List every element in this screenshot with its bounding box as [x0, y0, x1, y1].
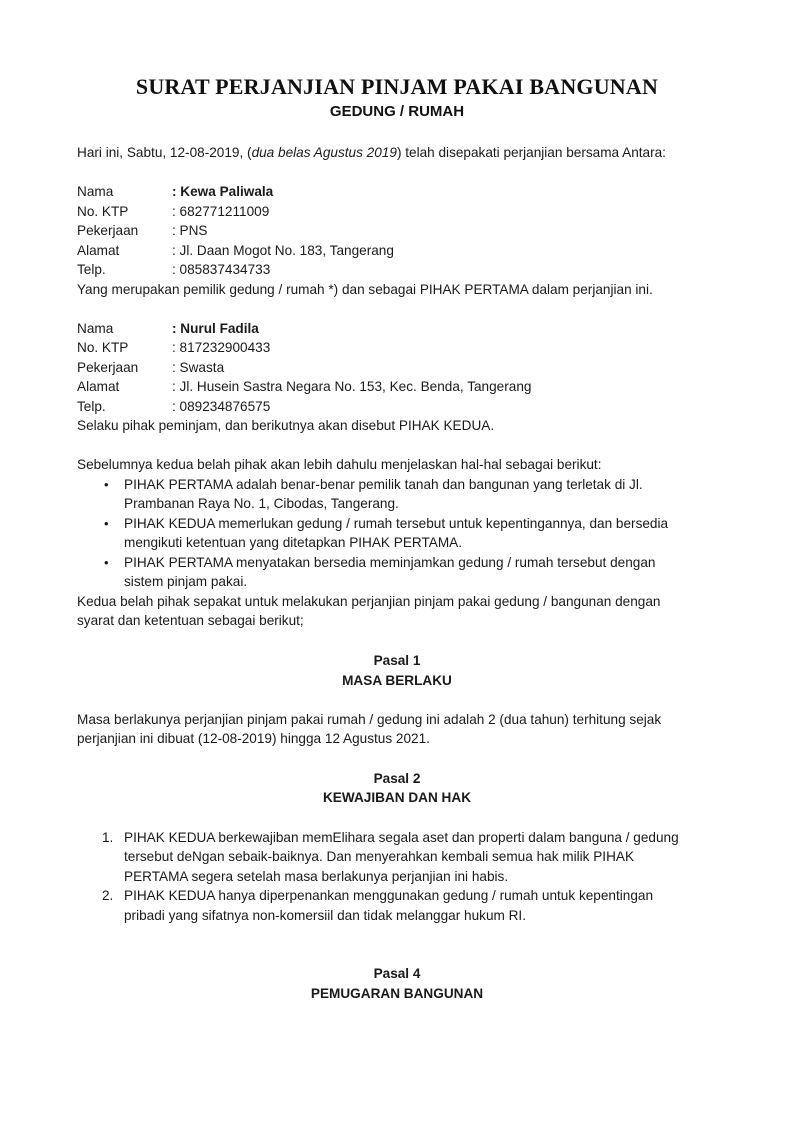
field-label: Telp. — [77, 262, 106, 277]
field-label: Pekerjaan — [77, 360, 139, 375]
pasal-2-item-2-line-2: pribadi yang sifatnya non-komersiil dan tidak melanggar hukum RI. — [124, 908, 526, 923]
field-label: Pekerjaan — [77, 223, 139, 238]
agreement-line-2: syarat dan ketentuan sebagai berikut; — [77, 613, 304, 628]
bullet-icon: • — [104, 477, 109, 492]
field-value: : 682771211009 — [172, 204, 270, 219]
preamble-text: Sebelumnya kedua belah pihak akan lebih dahulu menjelaskan hal-hal sebagai berikut: — [77, 457, 602, 472]
list-number: 2. — [102, 888, 114, 903]
field-value: : Swasta — [172, 360, 225, 375]
bullet-icon: • — [104, 516, 109, 531]
field-value: : Nurul Fadila — [172, 321, 259, 336]
field-label: No. KTP — [77, 340, 129, 355]
pasal-4-heading: PEMUGARAN BANGUNAN — [310, 986, 484, 1001]
party1-field-pekerjaan — [77, 223, 208, 238]
party1-field-nama — [77, 184, 273, 199]
field-value: : 089234876575 — [172, 399, 271, 414]
field-label: Alamat — [77, 379, 120, 394]
party2-statement: Selaku pihak peminjam, dan berikutnya akan disebut PIHAK KEDUA. — [77, 418, 495, 433]
document-subtitle: GEDUNG / RUMAH — [329, 103, 465, 120]
pasal-2-heading: KEWAJIBAN DAN HAK — [322, 790, 472, 805]
pasal-1-number: Pasal 1 — [373, 653, 421, 668]
bullet-item-2-line-2: mengikuti ketentuan yang ditetapkan PIHAK PERTAMA. — [124, 535, 463, 550]
pasal-1-text-line-2: perjanjian ini dibuat (12-08-2019) hingga 12 Agustus 2021. — [77, 731, 430, 746]
pasal-1-heading: MASA BERLAKU — [342, 673, 452, 688]
document-title: SURAT PERJANJIAN PINJAM PAKAI BANGUNAN — [135, 74, 659, 99]
party2-field-ktp — [77, 340, 270, 355]
pasal-4-number: Pasal 4 — [373, 966, 421, 981]
intro-text-start: Hari ini, Sabtu, 12-08-2019, ( — [77, 145, 252, 160]
bullet-item-3-line-1: PIHAK PERTAMA menyatakan bersedia meminjamkan gedung / rumah tersebut dengan — [124, 555, 656, 570]
field-label: No. KTP — [77, 204, 129, 219]
bullet-item-3-line-2: sistem pinjam pakai. — [124, 574, 248, 589]
pasal-2-item-1-line-3: PERTAMA segera setelah masa berlakunya perjanjian ini habis. — [124, 869, 509, 884]
field-value: : PNS — [172, 223, 208, 238]
party1-field-ktp — [77, 204, 269, 219]
field-value: : Kewa Paliwala — [172, 184, 274, 199]
field-label: Telp. — [77, 399, 106, 414]
field-label: Alamat — [77, 243, 120, 258]
intro-date-words: dua belas Agustus 2019 — [251, 145, 397, 160]
pasal-2-item-2-line-1: PIHAK KEDUA hanya diperpenankan menggunakan gedung / rumah untuk kepentingan — [124, 888, 654, 903]
party2-field-telp — [77, 399, 270, 414]
bullet-item-1-line-2: Prambanan Raya No. 1, Cibodas, Tangerang. — [124, 496, 399, 511]
bullet-item-2-line-1: PIHAK KEDUA memerlukan gedung / rumah tersebut untuk kepentingannya, dan bersedia — [124, 516, 669, 531]
party1-field-alamat — [77, 243, 394, 258]
pasal-2-item-1-line-1: PIHAK KEDUA berkewajiban memElihara segala aset dan properti dalam banguna / gedung — [124, 830, 679, 845]
intro-paragraph — [77, 145, 666, 160]
list-number: 1. — [102, 830, 114, 845]
intro-text-end: ) telah disepakati perjanjian bersama Antara: — [396, 145, 666, 160]
field-value: : 085837434733 — [172, 262, 271, 277]
field-label: Nama — [77, 184, 114, 199]
bullet-item-1-line-1: PIHAK PERTAMA adalah benar-benar pemilik tanah dan bangunan yang terletak di Jl. — [124, 477, 643, 492]
pasal-1-text-line-1: Masa berlakunya perjanjian pinjam pakai rumah / gedung ini adalah 2 (dua tahun) terhitung sejak — [77, 712, 662, 727]
pasal-2-item-1-line-2: tersebut deNgan sebaik-baiknya. Dan menyerahkan kembali semua hak milik PIHAK — [124, 849, 635, 864]
party2-field-alamat — [77, 379, 531, 394]
party1-field-telp — [77, 262, 270, 277]
field-value: : Jl. Daan Mogot No. 183, Tangerang — [172, 243, 394, 258]
pasal-2-number: Pasal 2 — [373, 771, 421, 786]
field-value: : 817232900433 — [172, 340, 271, 355]
field-label: Nama — [77, 321, 114, 336]
party2-field-pekerjaan — [77, 360, 224, 375]
bullet-icon: • — [104, 555, 109, 570]
agreement-line-1: Kedua belah pihak sepakat untuk melakukan perjanjian pinjam pakai gedung / bangunan dengan — [77, 594, 661, 609]
field-value: : Jl. Husein Sastra Negara No. 153, Kec. Benda, Tangerang — [172, 379, 532, 394]
party1-statement: Yang merupakan pemilik gedung / rumah *) dan sebagai PIHAK PERTAMA dalam perjanjian ini. — [77, 282, 653, 297]
party2-field-nama — [77, 321, 259, 336]
